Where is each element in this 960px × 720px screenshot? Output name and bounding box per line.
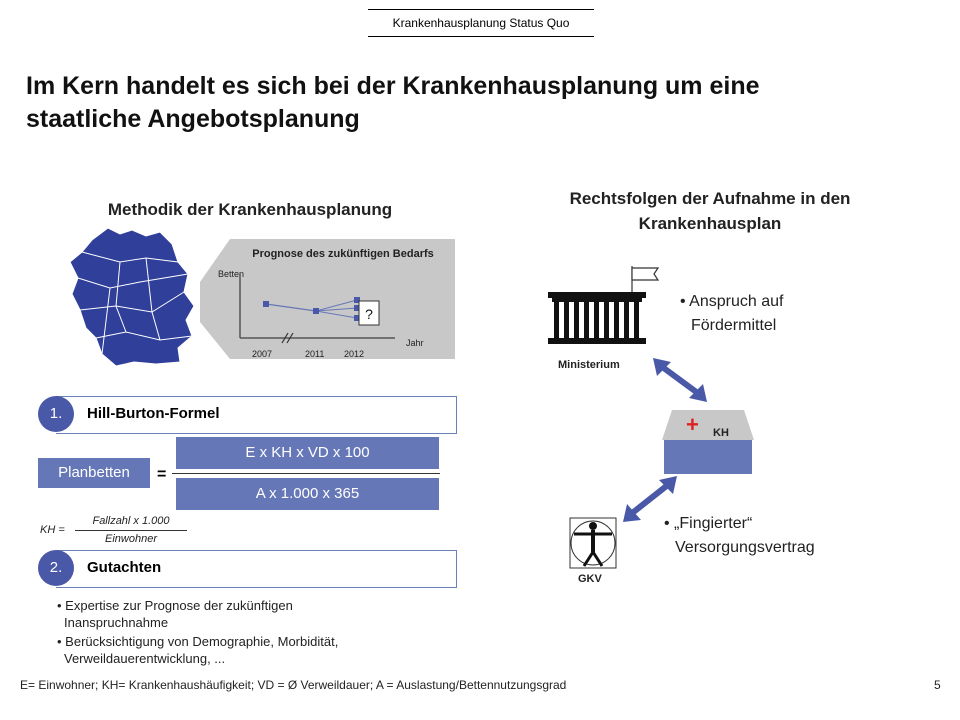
fraction-line <box>172 473 440 474</box>
left-heading: Methodik der Krankenhausplanung <box>107 200 393 219</box>
right-bullet2-line2: Versorgungsvertrag <box>675 539 815 556</box>
step1-number: 1. <box>38 396 74 432</box>
hospital-building-icon <box>662 410 754 476</box>
formula-numerator: E x KH x VD x 100 <box>176 437 439 469</box>
bullet2-line1: Berücksichtigung von Demographie, Morbidität, <box>65 634 339 649</box>
right-heading-line1: Rechtsfolgen der Aufnahme in den <box>569 189 851 208</box>
step2-label: Gutachten <box>87 559 162 576</box>
step2-number: 2. <box>38 550 74 586</box>
right-bullet1-line1: Anspruch auf <box>689 293 784 310</box>
ministerium-building-icon <box>540 262 680 352</box>
kh-fraction-line <box>75 530 187 531</box>
forecast-title: Prognose des zukünftigen Bedarfs <box>252 248 434 260</box>
list-item: • Expertise zur Prognose der zukünftigen Inanspruchnahme <box>57 598 293 630</box>
year-label-2011: 2011 <box>305 349 325 359</box>
red-cross-icon: + <box>686 412 699 437</box>
list-item: • Anspruch auf Fördermittel <box>680 290 783 338</box>
page-title-line2: staatliche Angebotsplanung <box>26 105 360 133</box>
data-point-2011 <box>313 308 319 314</box>
germany-map-icon <box>70 228 194 366</box>
ministerium-label: Ministerium <box>558 359 620 371</box>
list-item: • Berücksichtigung von Demographie, Morbidität, Verweildauerentwicklung, ... <box>57 634 339 666</box>
kh-formula-lhs: KH = <box>40 524 65 536</box>
right-bullet2-line1: „Fingierter“ <box>674 515 753 532</box>
gkv-label: GKV <box>578 573 602 585</box>
section-topic: Krankenhausplanung Status Quo <box>368 9 594 37</box>
year-label-2007: 2007 <box>252 349 273 359</box>
vitruvian-man-icon <box>566 512 620 572</box>
page-number: 5 <box>934 678 941 692</box>
bullet1-line2: Inanspruchnahme <box>64 615 169 630</box>
equals-sign: = <box>157 466 167 483</box>
forecast-xlabel: Jahr <box>406 338 424 348</box>
formula-denominator: A x 1.000 x 365 <box>176 478 439 510</box>
right-heading-line2: Krankenhausplan <box>638 214 782 233</box>
kh-formula-denominator: Einwohner <box>105 533 157 545</box>
bullet2-line2: Verweildauerentwicklung, ... <box>64 651 226 666</box>
forecast-ylabel: Betten <box>218 269 245 279</box>
data-point-2007 <box>263 301 269 307</box>
page-title <box>26 70 926 136</box>
right-bullet1-line2: Fördermittel <box>691 317 777 334</box>
year-label-2012: 2012 <box>344 349 365 359</box>
step1-label: Hill-Burton-Formel <box>87 405 220 422</box>
list-item: • „Fingierter“ Versorgungsvertrag <box>664 512 815 560</box>
double-arrow-icon <box>645 350 715 410</box>
question-mark: ? <box>365 306 373 322</box>
bullet1-line1: Expertise zur Prognose der zukünftigen <box>65 598 293 613</box>
page-title-line1: Im Kern handelt es sich bei der Krankenhausplanung um eine <box>26 72 760 100</box>
footer-legend: E= Einwohner; KH= Krankenhaushäufigkeit; VD = Ø Verweildauer; A = Auslastung/Bettennutzungsgrad <box>20 678 567 692</box>
planbetten-box: Planbetten <box>38 458 150 488</box>
right-heading <box>520 186 900 236</box>
kh-label: KH <box>713 427 729 439</box>
kh-formula-numerator: Fallzahl x 1.000 <box>92 515 170 527</box>
forecast-illustration <box>60 222 460 372</box>
